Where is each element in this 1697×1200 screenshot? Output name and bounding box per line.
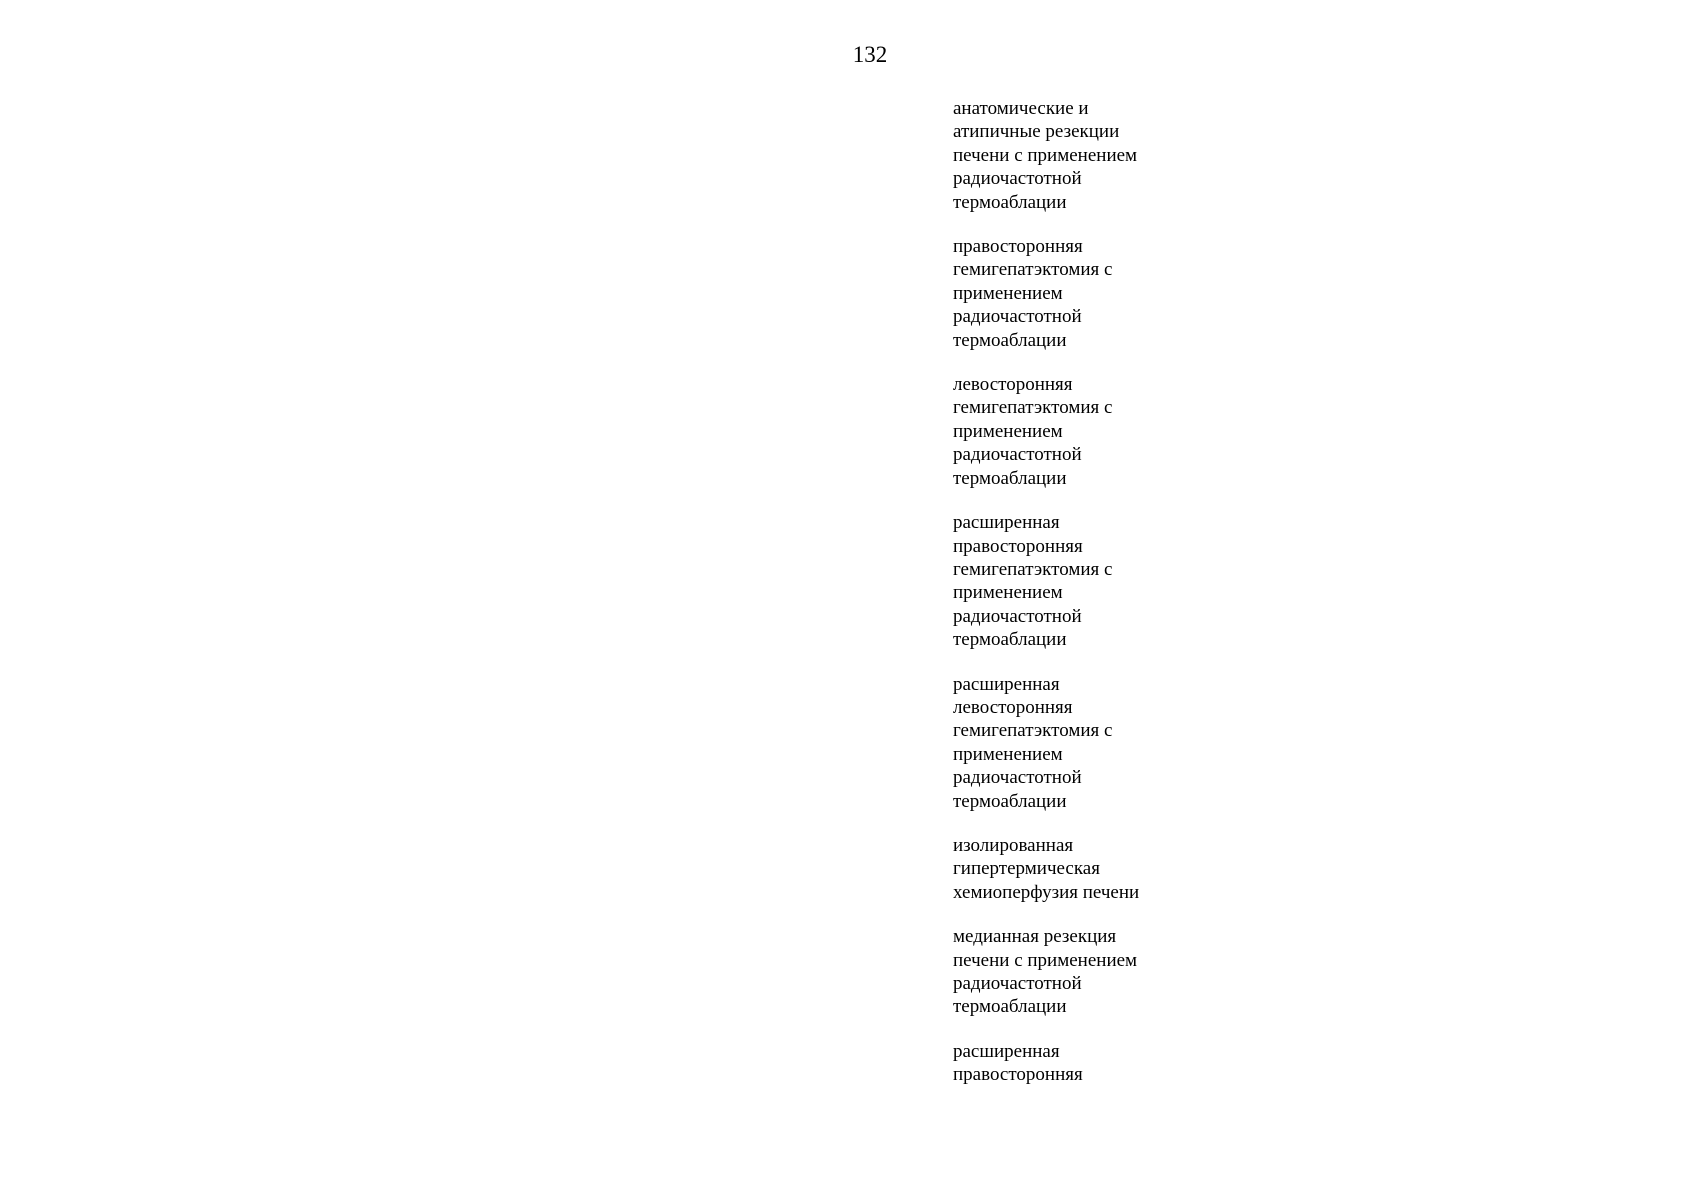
text-line: гемигепатэктомия с <box>953 259 1113 281</box>
text-line: правосторонняя <box>953 1064 1083 1086</box>
text-line: левосторонняя <box>953 374 1073 396</box>
text-line: анатомические и <box>953 98 1089 119</box>
text-line: термоаблации <box>953 996 1067 1018</box>
list-item <box>953 834 1213 904</box>
text-line: гипертермическая <box>953 858 1100 880</box>
list-item <box>953 97 1213 214</box>
text-line: печени с применением <box>953 144 1138 166</box>
text-line: левосторонняя <box>953 696 1073 718</box>
text-line: изолированная <box>953 834 1074 856</box>
text-line: гемигепатэктомия с <box>953 720 1113 742</box>
list-item <box>953 1040 1213 1087</box>
text-line: гемигепатэктомия с <box>953 397 1113 419</box>
text-line: применением <box>953 420 1063 442</box>
text-line: расширенная <box>953 673 1060 695</box>
text-line: термоаблации <box>953 191 1067 213</box>
text-line: печени с применением <box>953 949 1138 971</box>
page-number: 132 <box>852 42 888 67</box>
text-line: радиочастотной <box>953 973 1082 994</box>
list-item <box>953 373 1213 490</box>
text-line: применением <box>953 743 1063 765</box>
procedure-list <box>953 97 1213 1108</box>
text-line: расширенная <box>953 1040 1060 1062</box>
text-line: радиочастотной <box>953 605 1082 627</box>
text-line: радиочастотной <box>953 306 1082 328</box>
text-line: термоаблации <box>953 467 1067 489</box>
text-line: термоаблации <box>953 329 1067 351</box>
list-item <box>953 673 1213 813</box>
list-item <box>953 925 1213 1019</box>
text-line: правосторонняя <box>953 236 1083 258</box>
text-line: хемиоперфузия печени <box>953 881 1140 903</box>
list-item <box>953 235 1213 352</box>
text-line: расширенная <box>953 512 1060 534</box>
text-line: медианная резекция <box>953 926 1117 948</box>
text-line: термоаблации <box>953 629 1067 651</box>
text-line: гемигепатэктомия с <box>953 558 1113 580</box>
list-item <box>953 511 1213 651</box>
text-line: применением <box>953 582 1063 604</box>
text-line: радиочастотной <box>953 767 1082 789</box>
text-line: применением <box>953 282 1063 304</box>
text-line: термоаблации <box>953 790 1067 812</box>
text-line: правосторонняя <box>953 535 1083 557</box>
text-line: радиочастотной <box>953 168 1082 190</box>
text-line: радиочастотной <box>953 444 1082 466</box>
text-line: атипичные резекции <box>953 121 1120 143</box>
